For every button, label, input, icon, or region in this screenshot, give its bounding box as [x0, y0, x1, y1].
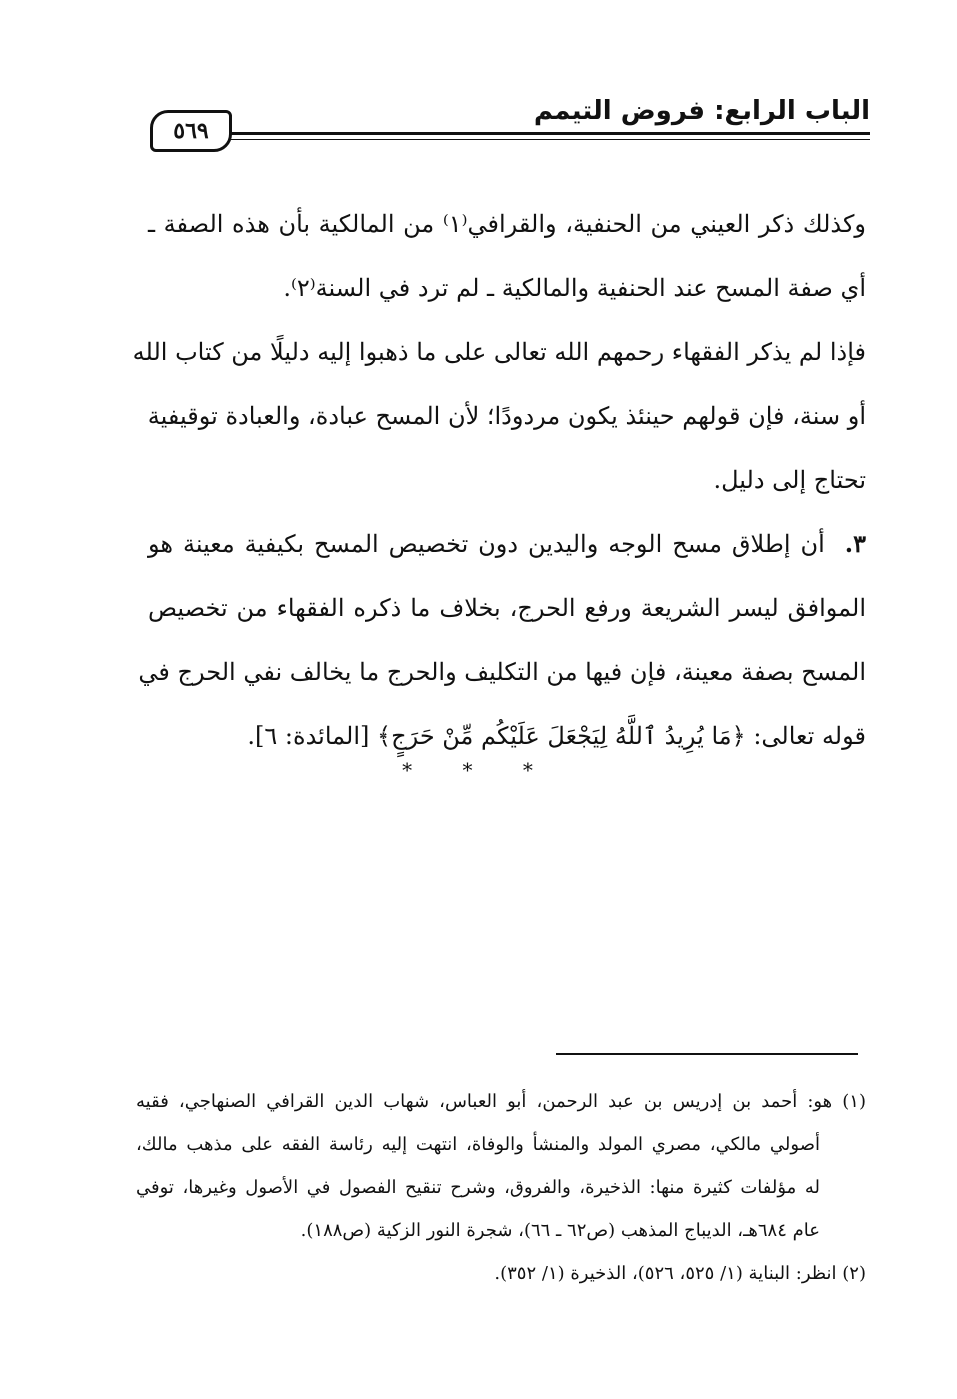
text-line [148, 512, 866, 576]
text-line: أو سنة، فإن قولهم حينئذ يكون مردودًا؛ لأن المسح عبادة، والعبادة توقيفية [147, 402, 866, 430]
chapter-title: الباب الرابع: فروض التيمم [533, 96, 870, 126]
footnote-line: أصولي مالكي، مصري المولد والمنشأ والوفاة، انتهت إليه رئاسة الفقه على مذهب مالك، [136, 1134, 820, 1155]
text-line: وكذلك ذكر العيني من الحنفية، والقرافي⁽١⁾ من المالكية بأن هذه الصفة ـ [148, 210, 866, 238]
text-line: قوله تعالى: ﴿مَا يُرِيدُ ٱللَّهُ لِيَجْعَلَ عَلَيْكُم مِّنْ حَرَجٍ﴾ [المائدة: ٦]. [247, 722, 866, 750]
text-line: تحتاج إلى دليل. [713, 466, 866, 494]
section-separator: * * * [402, 758, 555, 782]
list-number: ٣. [844, 529, 867, 558]
footnote-divider [556, 1053, 858, 1055]
text-line: أي صفة المسح عند الحنفية والمالكية ـ لم ترد في السنة⁽٢⁾. [283, 274, 866, 302]
header-rule-thin [228, 139, 870, 140]
footnote-line: (٢) انظر: البناية (١/ ٥٢٥، ٥٢٦)، الذخيرة (١/ ٣٥٢). [494, 1263, 866, 1284]
text-span: أن إطلاق مسح الوجه واليدين دون تخصيص المسح بكيفية معينة هو [148, 530, 825, 558]
footnote-line: (١) هو: أحمد بن إدريس بن عبد الرحمن، أبو العباس، شهاب الدين القرافي الصنهاجي، فقيه [136, 1091, 866, 1112]
paragraph-3 [138, 512, 867, 768]
text-line: المسح بصفة معينة، فإن فيها من التكليف والحرج ما يخالف نفي الحرج في [138, 658, 866, 686]
footnote-line: له مؤلفات كثيرة منها: الذخيرة، والفروق، وشرح تنقيح الفصول في الأصول وغيرها، توفي [136, 1177, 820, 1198]
page-number: ٥٦٩ [150, 110, 232, 152]
header-rule [228, 132, 870, 135]
footnotes [136, 1080, 866, 1295]
paragraph-1 [148, 192, 866, 320]
page-header [150, 96, 870, 156]
paragraph-2 [132, 320, 866, 512]
text-line: فإذا لم يذكر الفقهاء رحمهم الله تعالى على ما ذهبوا إليه دليلًا من كتاب الله [132, 338, 866, 366]
footnote-line: عام ٦٨٤هـ، الديباج المذهب (ص٦٢ ـ ٦٦)، شجرة النور الزكية (ص١٨٨). [300, 1220, 820, 1241]
text-line: الموافق ليسر الشريعة ورفع الحرج، بخلاف ما ذكره الفقهاء من تخصيص [148, 594, 866, 622]
main-text [132, 192, 867, 768]
